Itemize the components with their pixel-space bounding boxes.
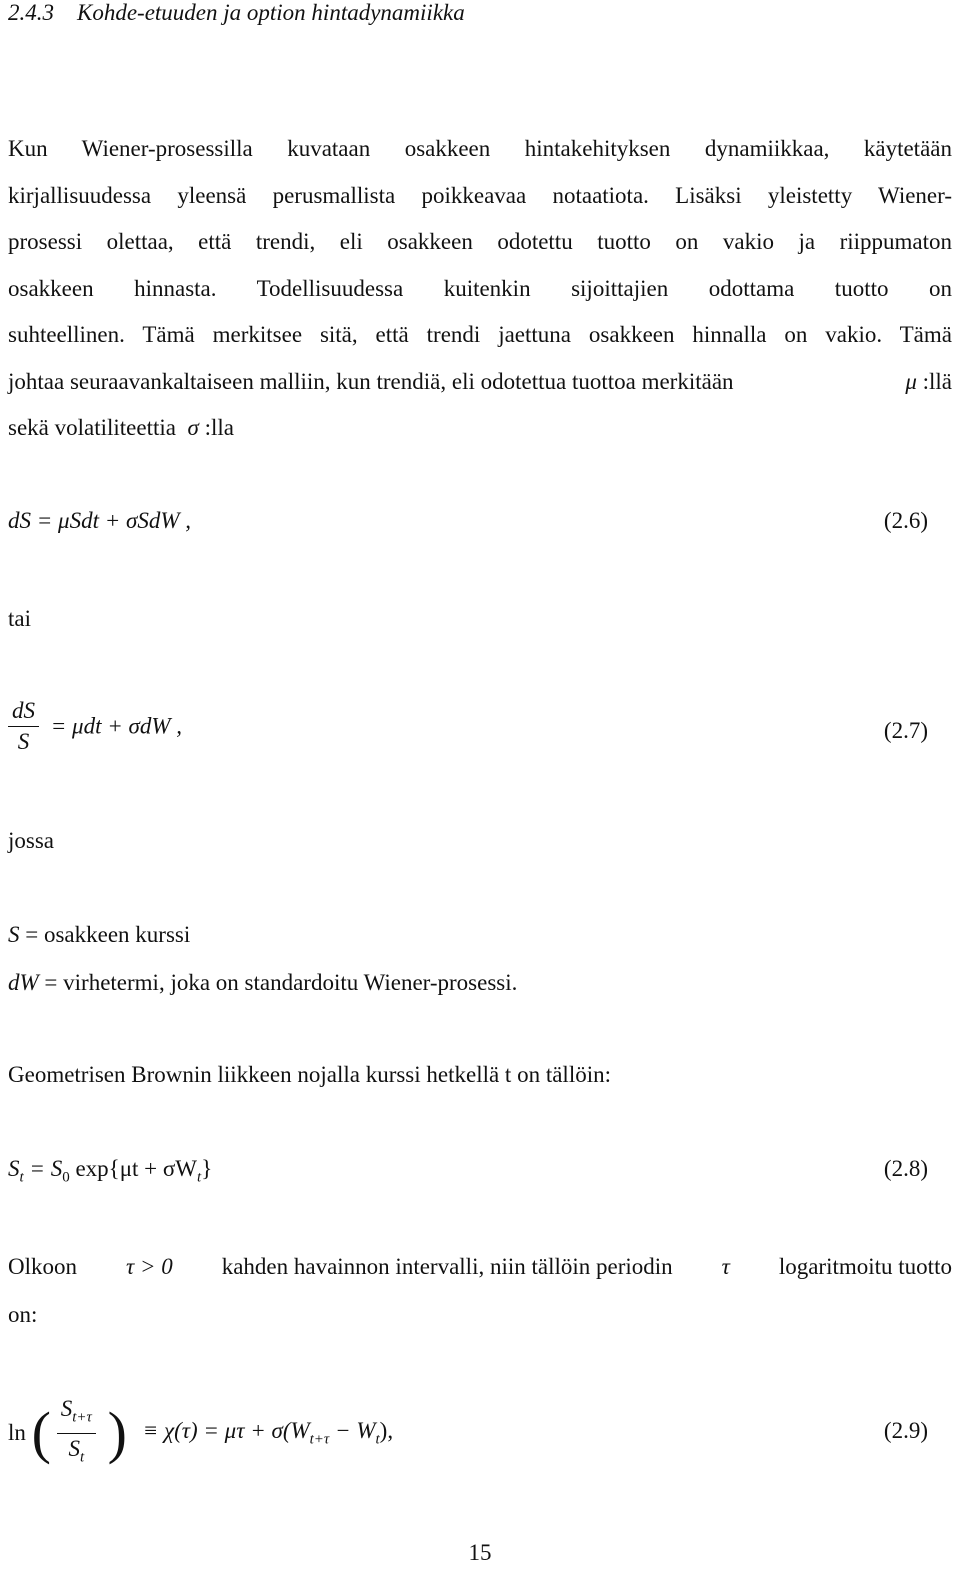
tau-condition: τ > 0 [125, 1254, 173, 1279]
rhs-sub: t+τ [309, 1431, 330, 1448]
eq-close: } [201, 1156, 213, 1181]
intro-line: suhteellinen. Tämä merkitsee sitä, että trendi jaettuna osakkeen hinnalla on vakio. Tämä [8, 322, 952, 347]
rhs-b: − W [329, 1417, 376, 1443]
rhs-a: ≡ χ(τ) = μτ + σ(W [142, 1417, 310, 1443]
intro-line: kirjallisuudessa yleensä perusmallista poikkeavaa notaatiota. Lisäksi yleistetty Wiener- [8, 182, 952, 208]
eq-body: exp{μt + σW [69, 1156, 198, 1181]
rhs-c: ), [379, 1417, 394, 1443]
ln-label: ln [8, 1420, 26, 1446]
fraction-denominator: S [17, 729, 30, 754]
olkoon-line-2: on: [8, 1302, 38, 1327]
fraction-ds-over-s [8, 696, 39, 757]
word-jossa: jossa [8, 828, 54, 853]
fraction-denominator [57, 1434, 96, 1473]
definition-symbol: S [8, 922, 20, 947]
equation-number-2-9: (2.9) [883, 1418, 928, 1443]
page-number: 15 [468, 1540, 492, 1565]
eq-sub: t [197, 1169, 202, 1186]
olkoon-line-1 [8, 1254, 952, 1280]
olkoon-text: logaritmoitu tuotto [778, 1254, 952, 1279]
intro-paragraph [8, 126, 952, 452]
equation-2-7 [8, 696, 182, 757]
intro-line: prosessi olettaa, että trendi, eli osakkeen odotettu tuotto on vakio ja riippumaton [8, 229, 952, 254]
num-s: S [60, 1396, 73, 1421]
mu-symbol: μ [905, 368, 917, 394]
intro-line-sigma [8, 405, 952, 452]
eq-sub: 0 [62, 1169, 70, 1186]
definition-symbol: dW [8, 970, 39, 995]
equation-number-2-7: (2.7) [883, 718, 928, 743]
section-heading [8, 0, 465, 26]
section-number: 2.4.3 [8, 0, 54, 25]
intro-line-mu [8, 359, 952, 406]
eq-sub: t [19, 1169, 24, 1186]
left-paren: ( [31, 1400, 51, 1466]
olkoon-text: Olkoon [8, 1254, 77, 1279]
definition-text: = virhetermi, joka on standardoitu Wiener-prosessi. [44, 970, 518, 995]
rhs-sub: t [375, 1431, 380, 1448]
mu-term [905, 359, 952, 406]
equation-2-9 [8, 1394, 393, 1472]
tau-symbol: τ [721, 1254, 730, 1279]
sigma-symbol: σ [187, 415, 199, 440]
intro-line: osakkeen hinnasta. Todellisuudessa kuitenkin sijoittajien odottama tuotto on [8, 275, 952, 301]
equation-number-2-8: (2.8) [883, 1156, 928, 1181]
den-sub: t [79, 1449, 85, 1466]
fraction-numerator [57, 1394, 96, 1434]
mu-suffix: :llä [922, 368, 952, 394]
intro-line: sekä volatiliteettia [8, 415, 176, 440]
definition-dw [8, 970, 517, 996]
num-sub: t+τ [72, 1409, 92, 1426]
brownian-sentence: Geometrisen Brownin liikkeen nojalla kurssi hetkellä t on tällöin: [8, 1062, 611, 1087]
equation-2-6: dS = μSdt + σSdW , [8, 508, 191, 533]
den-s: S [68, 1435, 80, 1461]
equation-number-2-6: (2.6) [883, 508, 928, 533]
fraction-numerator: dS [8, 696, 39, 727]
olkoon-text: kahden havainnon intervalli, niin tällöin periodin [221, 1254, 673, 1279]
eq29-rhs [142, 1417, 394, 1448]
section-title: Kohde-etuuden ja option hintadynamiikka [77, 0, 465, 25]
eq-lhs-s: S [8, 1156, 20, 1181]
intro-line: johtaa seuraavankaltaiseen malliin, kun trendiä, eli odotettua tuottoa merkitään [8, 368, 734, 394]
equation-2-8 [8, 1156, 212, 1187]
right-paren: ) [107, 1400, 127, 1466]
sigma-suffix: :lla [204, 415, 234, 440]
equation-rhs: = μdt + σdW , [50, 713, 182, 739]
intro-line: Kun Wiener-prosessilla kuvataan osakkeen hintakehityksen dynamiikkaa, käytetään [8, 136, 952, 161]
word-tai: tai [8, 606, 31, 631]
eq-s0: = S [29, 1156, 63, 1181]
definition-s [8, 922, 190, 948]
fraction-ratio [57, 1394, 96, 1472]
definition-text: = osakkeen kurssi [25, 922, 191, 947]
